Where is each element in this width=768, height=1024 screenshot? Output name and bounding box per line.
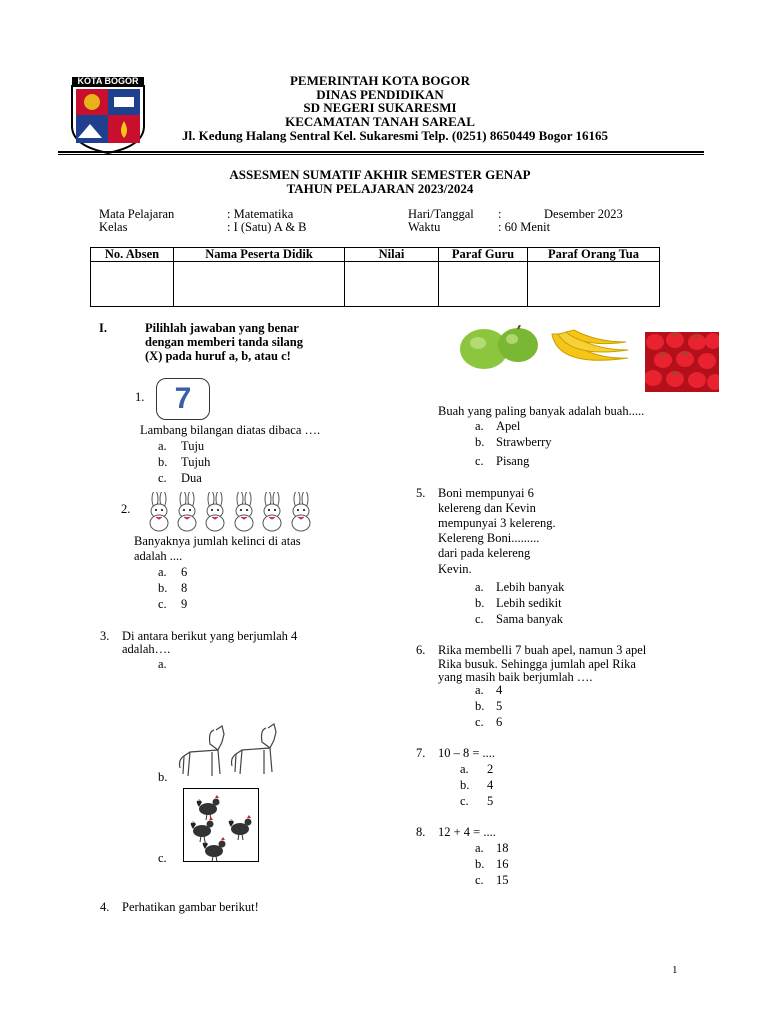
student-table: [90, 247, 660, 307]
q4-text: Perhatikan gambar berikut!: [122, 900, 259, 914]
q5-option-a-label[interactable]: a.: [475, 580, 484, 594]
cell-no-absen[interactable]: [91, 262, 174, 307]
mapel-label: Mata Pelajaran: [99, 207, 175, 221]
col-nilai: Nilai: [345, 248, 439, 262]
cell-paraf-guru[interactable]: [439, 262, 528, 307]
col-paraf-ortu: Paraf Orang Tua: [528, 248, 660, 262]
header-line4: KECAMATAN TANAH SAREAL: [285, 114, 475, 129]
header-rule-thick: [58, 151, 704, 153]
q5-option-b-label[interactable]: b.: [475, 596, 485, 610]
q5-line4: Kelereng Boni.........: [438, 531, 540, 545]
q6-option-c-label[interactable]: c.: [475, 715, 484, 729]
header-rule-thin: [58, 154, 704, 155]
q3-number: 3.: [100, 629, 110, 643]
q7-option-a[interactable]: 2: [487, 762, 494, 776]
q1-option-a-label[interactable]: a.: [158, 439, 167, 453]
q7-option-c[interactable]: 5: [487, 794, 494, 808]
rabbits-picture: [145, 492, 320, 532]
q2-number: 2.: [121, 502, 131, 516]
q8-text: 12 + 4 = ....: [438, 825, 496, 839]
q1-text: Lambang bilangan diatas dibaca ….: [140, 423, 321, 437]
roosters-picture: [183, 788, 259, 862]
q5-option-a[interactable]: Lebih banyak: [496, 580, 565, 594]
cell-paraf-ortu[interactable]: [528, 262, 660, 307]
q5-option-b[interactable]: Lebih sedikit: [496, 596, 562, 610]
bananas-picture: [548, 328, 632, 372]
page-number: 1: [672, 964, 678, 976]
q7-number: 7.: [416, 746, 426, 760]
q5-line3: mempunyai 3 kelereng.: [438, 516, 556, 530]
q1-number: 1.: [135, 390, 145, 404]
hari-colon: :: [498, 207, 502, 221]
q6-line3: yang masih baik berjumlah ….: [438, 670, 593, 684]
exam-title: ASSESMEN SUMATIF AKHIR SEMESTER GENAP: [229, 167, 531, 182]
table-row: [91, 262, 660, 307]
q5-option-c-label[interactable]: c.: [475, 612, 484, 626]
q1-option-c[interactable]: Dua: [181, 471, 202, 485]
q6-option-b-label[interactable]: b.: [475, 699, 485, 713]
q4b-option-c-label[interactable]: c.: [475, 454, 484, 468]
q3-option-a-label[interactable]: a.: [158, 657, 167, 671]
kelas-label: Kelas: [99, 220, 128, 234]
col-nama: Nama Peserta Didik: [174, 248, 345, 262]
q8-option-b-label[interactable]: b.: [475, 857, 485, 871]
mapel-value: : Matematika: [227, 207, 294, 221]
kota-bogor-logo: [70, 76, 146, 154]
q6-line2: Rika busuk. Sehingga jumlah apel Rika: [438, 657, 636, 671]
q1-option-b-label[interactable]: b.: [158, 455, 168, 469]
q7-text: 10 – 8 = ....: [438, 746, 496, 760]
q1-option-c-label[interactable]: c.: [158, 471, 167, 485]
q6-option-b[interactable]: 5: [496, 699, 503, 713]
seven-digit: 7: [174, 382, 192, 415]
q2-option-b-label[interactable]: b.: [158, 581, 168, 595]
q4-number: 4.: [100, 900, 110, 914]
q1-option-b[interactable]: Tujuh: [181, 455, 211, 469]
q8-option-c[interactable]: 15: [496, 873, 509, 887]
q7-option-b[interactable]: 4: [487, 778, 494, 792]
header-line3: SD NEGERI SUKARESMI: [303, 100, 457, 115]
q4b-text: Buah yang paling banyak adalah buah.....: [438, 404, 645, 418]
q2-option-b[interactable]: 8: [181, 581, 188, 595]
q8-option-c-label[interactable]: c.: [475, 873, 484, 887]
section-line2: dengan memberi tanda silang: [145, 335, 304, 349]
number-seven-card: [156, 378, 210, 420]
q8-option-a[interactable]: 18: [496, 841, 509, 855]
hari-value: Desember 2023: [544, 207, 623, 221]
col-no-absen: No. Absen: [91, 248, 174, 262]
q7-option-b-label[interactable]: b.: [460, 778, 470, 792]
logo-label: KOTA BOGOR: [77, 76, 139, 86]
apples-picture: [452, 325, 540, 370]
q3-option-c-label[interactable]: c.: [158, 851, 167, 865]
q4b-option-c[interactable]: Pisang: [496, 454, 530, 468]
waktu-value: : 60 Menit: [498, 220, 551, 234]
section-number: I.: [99, 321, 107, 335]
cell-nama[interactable]: [174, 262, 345, 307]
q4b-option-a-label[interactable]: a.: [475, 419, 484, 433]
q6-line1: Rika membelli 7 buah apel, namun 3 apel: [438, 643, 647, 657]
q2-option-a[interactable]: 6: [181, 565, 188, 579]
q3-line1: Di antara berikut yang berjumlah 4: [122, 629, 298, 643]
header-address: Jl. Kedung Halang Sentral Kel. Sukaresmi Telp. (0251) 8650449 Bogor 16165: [182, 128, 609, 143]
q2-option-c-label[interactable]: c.: [158, 597, 167, 611]
q8-option-a-label[interactable]: a.: [475, 841, 484, 855]
q5-line1: Boni mempunyai 6: [438, 486, 534, 500]
q7-option-a-label[interactable]: a.: [460, 762, 469, 776]
q2-option-a-label[interactable]: a.: [158, 565, 167, 579]
q4b-option-a[interactable]: Apel: [496, 419, 521, 433]
q5-option-c[interactable]: Sama banyak: [496, 612, 563, 626]
q5-number: 5.: [416, 486, 426, 500]
q6-option-a[interactable]: 4: [496, 683, 503, 697]
strawberries-picture: [645, 332, 719, 392]
waktu-label: Waktu: [408, 220, 441, 234]
q3-line2: adalah….: [122, 642, 171, 656]
section-line1: Pilihlah jawaban yang benar: [145, 321, 299, 335]
horses-picture: [176, 720, 280, 782]
q4b-option-b[interactable]: Strawberry: [496, 435, 552, 449]
q8-number: 8.: [416, 825, 426, 839]
q3-option-b-label[interactable]: b.: [158, 770, 168, 784]
q2-line1: Banyaknya jumlah kelinci di atas: [134, 534, 301, 548]
col-paraf-guru: Paraf Guru: [439, 248, 528, 262]
header-line2: DINAS PENDIDIKAN: [316, 87, 444, 102]
hari-label: Hari/Tanggal: [408, 207, 474, 221]
q5-line5: dari pada kelereng: [438, 546, 531, 560]
exam-year: TAHUN PELAJARAN 2023/2024: [286, 181, 474, 196]
q6-option-c[interactable]: 6: [496, 715, 503, 729]
header-line1: PEMERINTAH KOTA BOGOR: [289, 73, 471, 88]
q2-option-c[interactable]: 9: [181, 597, 188, 611]
q4b-option-b-label[interactable]: b.: [475, 435, 485, 449]
section-line3: (X) pada huruf a, b, atau c!: [145, 349, 291, 363]
q6-option-a-label[interactable]: a.: [475, 683, 484, 697]
q7-option-c-label[interactable]: c.: [460, 794, 469, 808]
q2-line2: adalah ....: [134, 549, 183, 563]
q8-option-b[interactable]: 16: [496, 857, 509, 871]
q5-line6: Kevin.: [438, 562, 472, 576]
cell-nilai[interactable]: [345, 262, 439, 307]
q5-line2: kelereng dan Kevin: [438, 501, 536, 515]
q6-number: 6.: [416, 643, 426, 657]
q1-option-a[interactable]: Tuju: [181, 439, 205, 453]
kelas-value: : I (Satu) A & B: [227, 220, 307, 234]
